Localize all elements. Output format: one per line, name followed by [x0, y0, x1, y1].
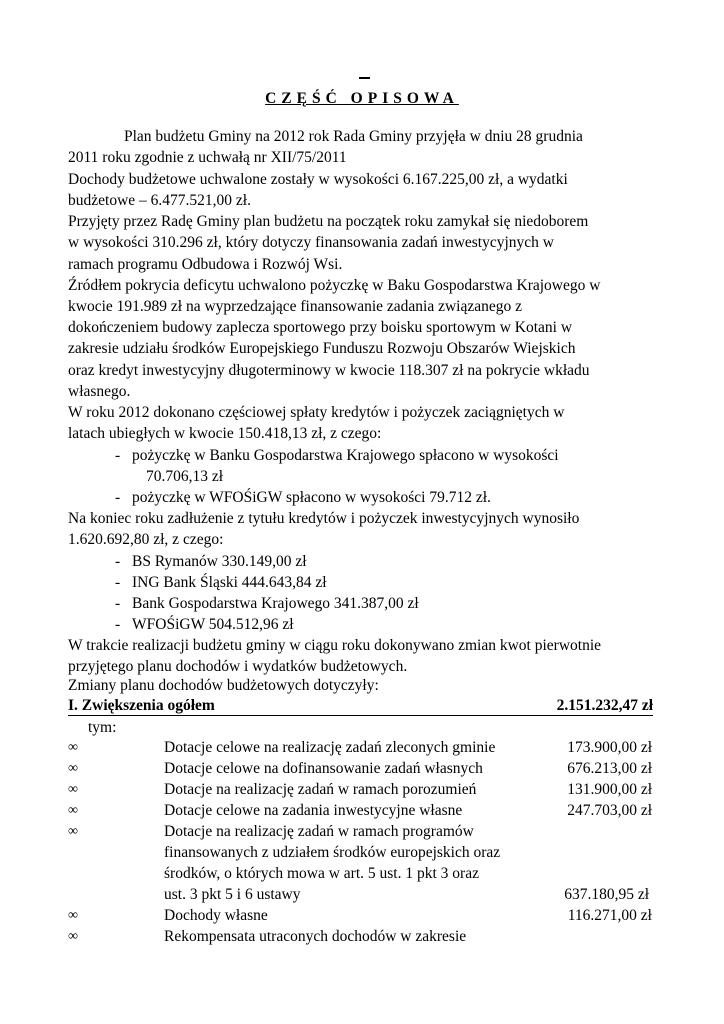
increase-item-label: ust. 3 pkt 5 i 6 ustawy	[164, 886, 301, 903]
increase-item-label: Dotacje na realizację zadań w ramach porozumień	[164, 781, 477, 798]
paragraph-line: w wysokości 310.296 zł, który dotyczy finansowania zadań inwestycyjnych w	[68, 234, 554, 251]
list-dash: -	[115, 616, 121, 633]
paragraph-line: dokończeniem budowy zaplecza sportowego przy boisku sportowym w Kotani w	[68, 319, 573, 336]
list-dash: -	[115, 553, 121, 570]
increase-item-amount: 173.900,00 zł	[567, 739, 652, 756]
title-overline	[359, 77, 370, 79]
increase-item-amount: 637.180,95 zł	[564, 886, 649, 903]
list-item: ING Bank Śląski 444.643,84 zł	[132, 574, 327, 591]
increase-total-label: I. Zwiększenia ogółem	[68, 697, 215, 714]
list-dash: -	[115, 447, 121, 464]
paragraph-line: Dochody budżetowe uchwalone zostały w wysokości 6.167.225,00 zł, a wydatki	[68, 171, 568, 188]
paragraph-line: ramach programu Odbudowa i Rozwój Wsi.	[68, 256, 343, 273]
section-intro: Zmiany planu dochodów budżetowych dotyczyły:	[68, 677, 379, 694]
paragraph-line: własnego.	[68, 383, 131, 400]
infinity-bullet: ∞	[68, 824, 78, 839]
infinity-bullet: ∞	[68, 803, 78, 818]
paragraph-line: Plan budżetu Gminy na 2012 rok Rada Gminy przyjęła w dniu 28 grudnia	[124, 128, 583, 145]
increase-item-label: Dotacje celowe na zadania inwestycyjne własne	[164, 802, 463, 819]
tym-label: tym:	[88, 719, 117, 736]
list-dash: -	[115, 574, 121, 591]
increase-total-amount: 2.151.232,47 zł	[556, 697, 653, 714]
increase-total-row	[68, 697, 653, 716]
list-item-continuation: 70.706,13 zł	[146, 468, 224, 485]
infinity-bullet: ∞	[68, 908, 78, 923]
list-item: WFOŚiGW 504.512,96 zł	[132, 616, 294, 633]
paragraph-line: zakresie udziału środków Europejskiego Funduszu Rozwoju Obszarów Wiejskich	[68, 340, 576, 357]
paragraph-line: Na koniec roku zadłużenie z tytułu kredytów i pożyczek inwestycyjnych wynosiło	[68, 510, 580, 527]
increase-item-label: Dochody własne	[164, 907, 268, 924]
increase-item-label: Dotacje na realizację zadań w ramach programów	[164, 823, 474, 840]
page-title: CZĘŚĆ OPISOWA	[265, 90, 459, 107]
increase-item-amount: 131.900,00 zł	[567, 781, 652, 798]
paragraph-line: przyjętego planu dochodów i wydatków budżetowych.	[68, 658, 408, 675]
paragraph-line: latach ubiegłych w kwocie 150.418,13 zł, z czego:	[68, 425, 382, 442]
list-item: BS Rymanów 330.149,00 zł	[132, 553, 307, 570]
increase-item-amount: 116.271,00 zł	[567, 907, 652, 924]
infinity-bullet: ∞	[68, 929, 78, 944]
list-dash: -	[115, 489, 121, 506]
list-item: pożyczkę w WFOŚiGW spłacono w wysokości 79.712 zł.	[132, 489, 491, 506]
increase-item-label: środków, o których mowa w art. 5 ust. 1 pkt 3 oraz	[164, 865, 479, 882]
increase-item-amount: 247.703,00 zł	[567, 802, 652, 819]
paragraph-line: W trakcie realizacji budżetu gminy w ciągu roku dokonywano zmian kwot pierwotnie	[68, 637, 602, 654]
paragraph-line: kwocie 191.989 zł na wyprzedzające finansowanie zadania związanego z	[68, 298, 523, 315]
paragraph-line: Źródłem pokrycia deficytu uchwalono pożyczkę w Baku Gospodarstwa Krajowego w	[68, 277, 601, 294]
increase-item-amount: 676.213,00 zł	[567, 760, 652, 777]
increase-item-label: finansowanych z udziałem środków europejskich oraz	[164, 844, 501, 861]
list-item: Bank Gospodarstwa Krajowego 341.387,00 zł	[132, 595, 419, 612]
paragraph-line: 2011 roku zgodnie z uchwałą nr XII/75/2011	[68, 149, 347, 166]
paragraph-line: oraz kredyt inwestycyjny długoterminowy w kwocie 118.307 zł na pokrycie wkładu	[68, 362, 590, 379]
paragraph-line: budżetowe – 6.477.521,00 zł.	[68, 192, 251, 209]
increase-item-label: Dotacje celowe na realizację zadań zleconych gminie	[164, 739, 496, 756]
increase-item-label: Dotacje celowe na dofinansowanie zadań własnych	[164, 760, 483, 777]
infinity-bullet: ∞	[68, 761, 78, 776]
infinity-bullet: ∞	[68, 740, 78, 755]
list-item: pożyczkę w Banku Gospodarstwa Krajowego spłacono w wysokości	[132, 447, 559, 464]
paragraph-line: W roku 2012 dokonano częściowej spłaty kredytów i pożyczek zaciągniętych w	[68, 404, 565, 421]
paragraph-line: Przyjęty przez Radę Gminy plan budżetu na początek roku zamykał się niedoborem	[68, 213, 589, 230]
infinity-bullet: ∞	[68, 782, 78, 797]
list-dash: -	[115, 595, 121, 612]
increase-item-label: Rekompensata utraconych dochodów w zakresie	[164, 928, 467, 945]
paragraph-line: 1.620.692,80 zł, z czego:	[68, 531, 224, 548]
